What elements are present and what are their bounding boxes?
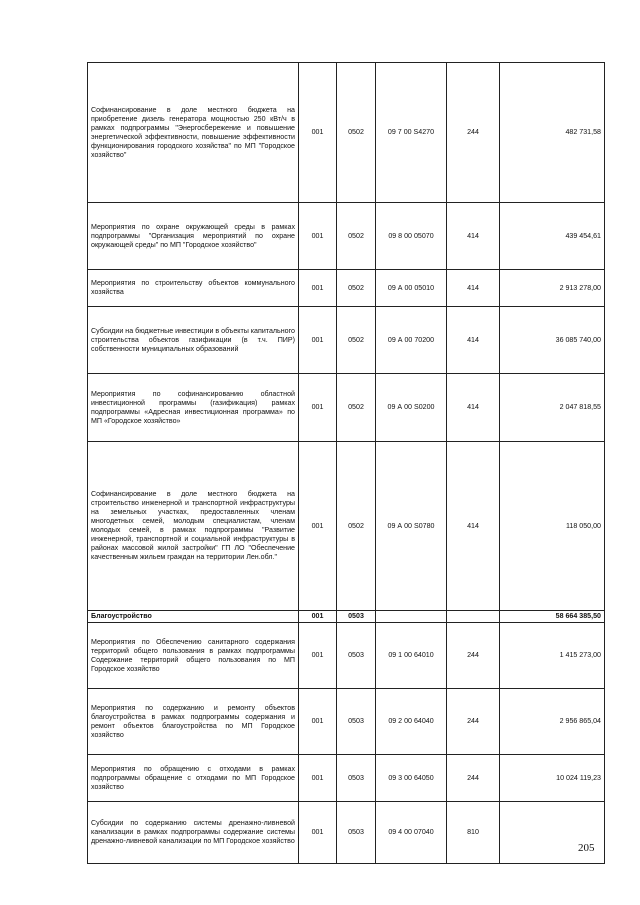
- row-section-code: 0502: [337, 442, 376, 611]
- row-target-article: [376, 611, 447, 623]
- row-expense-type: 244: [447, 689, 500, 755]
- row-expense-type: 414: [447, 307, 500, 374]
- row-grbs-code: 001: [299, 623, 337, 689]
- table-row: [88, 63, 605, 203]
- row-grbs-code: 001: [299, 203, 337, 270]
- table-row: [88, 307, 605, 374]
- row-target-article: 09 7 00 S4270: [376, 63, 447, 203]
- row-section-code: 0502: [337, 203, 376, 270]
- row-grbs-code: 001: [299, 611, 337, 623]
- row-grbs-code: 001: [299, 374, 337, 442]
- budget-table-body: [88, 63, 605, 864]
- row-description: Мероприятия по строительству объектов коммунального хозяйства: [88, 270, 299, 307]
- budget-table: [87, 62, 605, 864]
- table-row: [88, 374, 605, 442]
- row-section-code: 0502: [337, 374, 376, 442]
- row-section-code: 0502: [337, 307, 376, 374]
- row-grbs-code: 001: [299, 802, 337, 864]
- row-target-article: 09 А 00 S0780: [376, 442, 447, 611]
- row-target-article: 09 А 00 70200: [376, 307, 447, 374]
- row-expense-type: 244: [447, 755, 500, 802]
- row-amount: 36 085 740,00: [500, 307, 605, 374]
- section-row-blagoustroystvo: [88, 611, 605, 623]
- row-grbs-code: 001: [299, 307, 337, 374]
- row-section-code: 0503: [337, 689, 376, 755]
- row-amount: 118 050,00: [500, 442, 605, 611]
- row-description: Мероприятия по обращению с отходами в рамках подпрограммы обращение с отходами по МП Городское хозяйство: [88, 755, 299, 802]
- row-amount: 1 415 273,00: [500, 623, 605, 689]
- table-row: [88, 623, 605, 689]
- row-section-code: 0503: [337, 611, 376, 623]
- row-expense-type: 414: [447, 442, 500, 611]
- row-target-article: 09 А 00 05010: [376, 270, 447, 307]
- row-section-code: 0502: [337, 63, 376, 203]
- row-target-article: 09 8 00 05070: [376, 203, 447, 270]
- row-expense-type: 414: [447, 374, 500, 442]
- row-grbs-code: 001: [299, 270, 337, 307]
- row-amount: 10 024 119,23: [500, 755, 605, 802]
- row-grbs-code: 001: [299, 689, 337, 755]
- row-expense-type: 244: [447, 623, 500, 689]
- row-amount: 58 664 385,50: [500, 611, 605, 623]
- row-expense-type: 414: [447, 270, 500, 307]
- table-row: [88, 270, 605, 307]
- row-target-article: 09 1 00 64010: [376, 623, 447, 689]
- table-row: [88, 442, 605, 611]
- row-target-article: 09 3 00 64050: [376, 755, 447, 802]
- row-grbs-code: 001: [299, 442, 337, 611]
- row-amount: 2 913 278,00: [500, 270, 605, 307]
- row-description: Субсидии по содержанию системы дренажно-ливневой канализации в рамках подпрограммы содержание системы дренажно-ливневой канализации по МП Городское хозяйство: [88, 802, 299, 864]
- page-number: 205: [578, 842, 595, 854]
- row-target-article: 09 2 00 64040: [376, 689, 447, 755]
- table-row: [88, 802, 605, 864]
- row-target-article: 09 4 00 07040: [376, 802, 447, 864]
- row-expense-type: [447, 611, 500, 623]
- row-description: Софинансирование в доле местного бюджета на приобретение дизель генератора мощностью 250 кВт/ч в рамках подпрограммы "Энергосбережение и повышение энергетической эффективности, повышение эффективности функционирования городского хозяйства" по МП "Городское хозяйство": [88, 63, 299, 203]
- row-description: Мероприятия по Обеспечению санитарного содержания территорий общего пользования в рамках подпрограммы Содержание территорий общего пользования по МП Городское хозяйство: [88, 623, 299, 689]
- row-amount: 2 956 865,04: [500, 689, 605, 755]
- row-description: Софинансирование в доле местного бюджета на строительство инженерной и транспортной инфраструктуры на земельных участках, предоставленных членам многодетных семей, молодым специалистам, членам молодых семей, в рамках подпрограммы "Развитие инженерной, транспортной и социальной инфраструктуры в районах массовой жилой застройки" ГП ЛО "Обеспечение качественным жильем граждан на территории Лен.обл.": [88, 442, 299, 611]
- row-section-code: 0503: [337, 623, 376, 689]
- row-description: Субсидии на бюджетные инвестиции в объекты капитального строительства объектов газификации (в т.ч. ПИР) собственности муниципальных образований: [88, 307, 299, 374]
- row-amount: 482 731,58: [500, 63, 605, 203]
- row-description: Мероприятия по содержанию и ремонту объектов благоустройства в рамках подпрограммы содержания и ремонт объектов благоустройства по МП Городское хозяйство: [88, 689, 299, 755]
- row-section-code: 0503: [337, 802, 376, 864]
- table-row: [88, 755, 605, 802]
- row-description: Мероприятия по софинансированию областной инвестиционной программы (газификация) рамках подпрограммы «Адресная инвестиционная программа» по МП «Городское хозяйство»: [88, 374, 299, 442]
- row-expense-type: 414: [447, 203, 500, 270]
- row-expense-type: 810: [447, 802, 500, 864]
- row-section-code: 0502: [337, 270, 376, 307]
- row-amount: 439 454,61: [500, 203, 605, 270]
- row-expense-type: 244: [447, 63, 500, 203]
- row-description: Благоустройство: [88, 611, 299, 623]
- row-amount: [500, 802, 605, 864]
- row-section-code: 0503: [337, 755, 376, 802]
- row-target-article: 09 А 00 S0200: [376, 374, 447, 442]
- row-description: Мероприятия по охране окружающей среды в рамках подпрограммы "Организация мероприятий по охране окружающей среды" по МП "Городское хозяйство": [88, 203, 299, 270]
- row-grbs-code: 001: [299, 63, 337, 203]
- row-amount: 2 047 818,55: [500, 374, 605, 442]
- table-row: [88, 689, 605, 755]
- row-grbs-code: 001: [299, 755, 337, 802]
- table-row: [88, 203, 605, 270]
